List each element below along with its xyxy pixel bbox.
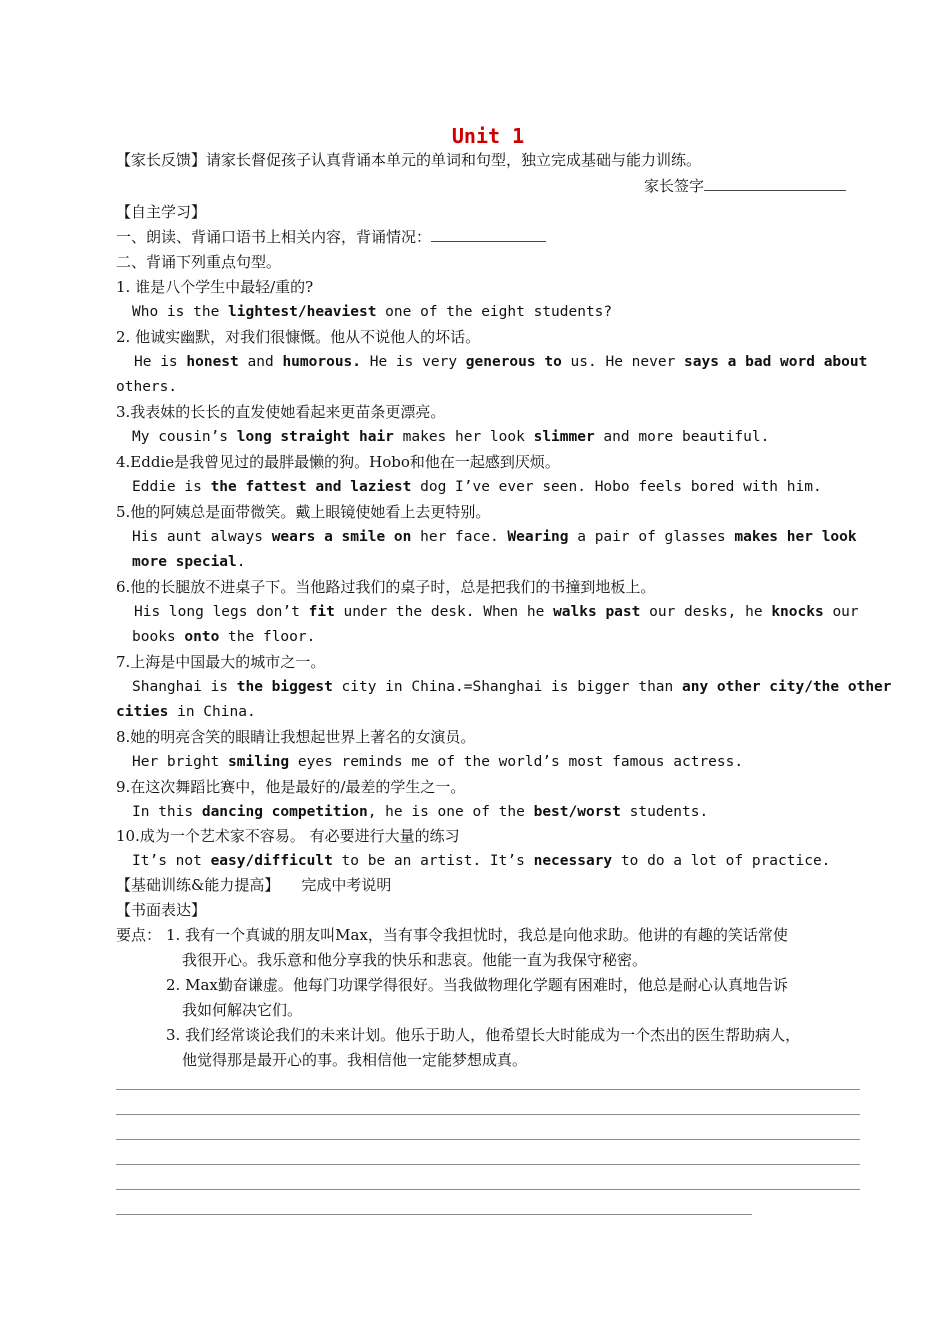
sentence-7-english-cont xyxy=(116,702,256,722)
key-phrase: necessary xyxy=(533,853,613,869)
writing-line[interactable] xyxy=(116,1114,860,1115)
sentence-text: our xyxy=(823,604,859,620)
sentence-text: Who is the xyxy=(132,304,229,320)
sentence-text: under the desk. When he xyxy=(334,604,554,620)
sentence-1-english xyxy=(132,302,612,322)
sentence-text: eyes reminds me of the world’s most famous actress. xyxy=(289,754,744,770)
sentence-4-chinese: 4.Eddie是我曾见过的最胖最懒的狗。Hobo和他在一起感到厌烦。 xyxy=(116,453,560,471)
key-phrase: dancing competition xyxy=(201,804,368,820)
sentence-text: one of the eight students? xyxy=(376,304,613,320)
sentence-text: us. He never xyxy=(561,354,685,370)
writing-line[interactable] xyxy=(116,1189,860,1190)
sentence-text: In this xyxy=(132,804,202,820)
sentence-5-english-cont xyxy=(132,552,246,572)
sentence-9-english xyxy=(132,802,708,822)
key-phrase: slimmer xyxy=(533,429,595,445)
sentence-text: students. xyxy=(620,804,709,820)
sentence-text: My cousin’s xyxy=(132,429,237,445)
parent-feedback: 【家长反馈】请家长督促孩子认真背诵本单元的单词和句型，独立完成基础与能力训练。 xyxy=(116,151,702,169)
sentence-text: books xyxy=(132,629,185,645)
sentence-2-english-cont xyxy=(116,377,177,397)
sentence-6-english-cont xyxy=(132,627,315,647)
sentence-text: and xyxy=(238,354,283,370)
writing-line[interactable] xyxy=(116,1164,860,1165)
sentence-text: makes her look xyxy=(393,429,534,445)
sentence-text: Shanghai is xyxy=(132,679,237,695)
key-phrase: easy/difficult xyxy=(210,853,333,869)
sentence-text: It’s not xyxy=(132,853,211,869)
sentence-8-chinese: 8.她的明亮含笑的眼睛让我想起世界上著名的女演员。 xyxy=(116,728,476,746)
points-label: 要点： xyxy=(116,926,162,944)
training-row xyxy=(116,875,391,895)
point-2-line1: 2. Max勤奋谦虚。他每门功课学得很好。当我做物理化学题有困难时，他总是耐心认真地告诉 xyxy=(166,976,788,994)
sentence-7-chinese: 7.上海是中国最大的城市之一。 xyxy=(116,653,326,671)
key-phrase: long straight hair xyxy=(236,429,394,445)
key-phrase: walks past xyxy=(553,604,641,620)
training-heading: 【基础训练&能力提高】 xyxy=(116,876,280,894)
sentence-text: He is very xyxy=(361,354,466,370)
writing-line[interactable] xyxy=(116,1214,752,1215)
key-phrase: the biggest xyxy=(236,679,333,695)
sentence-text: to be an artist. It’s xyxy=(332,853,534,869)
sentence-2-chinese: 2. 他诚实幽默，对我们很慷慨。他从不说他人的坏话。 xyxy=(116,328,481,346)
point-1-line1: 1. 我有一个真诚的朋友叫Max，当有事令我担忧时，我总是向他求助。他讲的有趣的笑话常使 xyxy=(166,926,788,944)
sentence-text: her face. xyxy=(411,529,508,545)
sentence-text: His aunt always xyxy=(132,529,272,545)
writing-line[interactable] xyxy=(116,1139,860,1140)
key-phrase: Wearing xyxy=(507,529,569,545)
sentence-text: our desks, he xyxy=(640,604,772,620)
key-phrase: makes her look xyxy=(734,529,857,545)
key-phrase: lightest/heaviest xyxy=(228,304,377,320)
signature-row xyxy=(644,176,846,196)
key-phrase: best/worst xyxy=(533,804,621,820)
point-1-line2: 我很开心。我乐意和他分享我的快乐和悲哀。他能一直为我保守秘密。 xyxy=(182,951,648,969)
key-phrase: knocks xyxy=(771,604,824,620)
signature-label: 家长签字 xyxy=(644,177,705,195)
sentence-1-chinese: 1. 谁是八个学生中最轻/重的? xyxy=(116,278,314,296)
signature-field[interactable] xyxy=(704,176,846,191)
writing-line[interactable] xyxy=(116,1089,860,1090)
recite-status-field[interactable] xyxy=(431,227,546,242)
sentence-9-chinese: 9.在这次舞蹈比赛中，他是最好的/最差的学生之一。 xyxy=(116,778,466,796)
self-study-heading: 【自主学习】 xyxy=(116,203,207,221)
key-phrase: any other city/the other xyxy=(682,679,892,695)
sentence-text: Her bright xyxy=(132,754,229,770)
key-phrase: wears a smile on xyxy=(271,529,412,545)
key-phrase: more special xyxy=(132,554,237,570)
key-phrase: says a bad word about xyxy=(684,354,868,370)
sentence-6-english xyxy=(134,602,862,622)
key-phrase: humorous. xyxy=(282,354,362,370)
recite-task-row xyxy=(116,227,546,247)
sentence-8-english xyxy=(132,752,743,772)
key-phrase: honest xyxy=(186,354,239,370)
sentence-10-chinese: 10.成为一个艺术家不容易。 有必要进行大量的练习 xyxy=(116,827,460,845)
sentence-7-english xyxy=(132,677,892,697)
sentence-text: His long legs don’t xyxy=(134,604,309,620)
sentence-10-english xyxy=(132,851,830,871)
sentence-3-english xyxy=(132,427,769,447)
sentence-text: and more beautiful. xyxy=(594,429,770,445)
sentence-text: city in China.=Shanghai is bigger than xyxy=(332,679,682,695)
key-phrase: generous to xyxy=(465,354,562,370)
recite-task: 一、朗读、背诵口语书上相关内容，背诵情况： xyxy=(116,228,432,246)
sentence-text: the floor. xyxy=(219,629,316,645)
sentence-text: in China. xyxy=(168,704,256,720)
page-title: Unit 1 xyxy=(451,124,525,148)
sentence-3-chinese: 3.我表妹的长长的直发使她看起来更苗条更漂亮。 xyxy=(116,403,446,421)
key-phrase: onto xyxy=(184,629,220,645)
sentence-5-english xyxy=(132,527,862,547)
writing-heading: 【书面表达】 xyxy=(116,901,207,919)
sentence-text: . xyxy=(236,554,246,570)
point-3-line2: 他觉得那是最开心的事。我相信他一定能梦想成真。 xyxy=(182,1051,528,1069)
sentence-text: dog I’ve ever seen. Hobo feels bored with him. xyxy=(411,479,822,495)
sentence-text: Eddie is xyxy=(132,479,211,495)
sentence-text: to do a lot of practice. xyxy=(612,853,831,869)
sentence-text: others. xyxy=(116,379,178,395)
point-2-line2: 我如何解决它们。 xyxy=(182,1001,303,1019)
sentence-2-english xyxy=(134,352,868,372)
sentence-4-english xyxy=(132,477,822,497)
sentence-text: He is xyxy=(134,354,187,370)
point-3-line1: 3. 我们经常谈论我们的未来计划。他乐于助人，他希望长大时能成为一个杰出的医生帮助病人， xyxy=(166,1026,801,1044)
sentence-text: , he is one of the xyxy=(367,804,534,820)
training-note: 完成中考说明 xyxy=(301,876,392,894)
sentence-6-chinese: 6.他的长腿放不进桌子下。当他路过我们的桌子时，总是把我们的书撞到地板上。 xyxy=(116,578,656,596)
key-phrase: fit xyxy=(308,604,335,620)
recite-sentences-task: 二、背诵下列重点句型。 xyxy=(116,253,282,271)
key-phrase: cities xyxy=(116,704,169,720)
sentence-5-chinese: 5.他的阿姨总是面带微笑。戴上眼镜使她看上去更特别。 xyxy=(116,503,491,521)
sentence-text: a pair of glasses xyxy=(568,529,735,545)
key-phrase: smiling xyxy=(228,754,290,770)
key-phrase: the fattest and laziest xyxy=(210,479,412,495)
